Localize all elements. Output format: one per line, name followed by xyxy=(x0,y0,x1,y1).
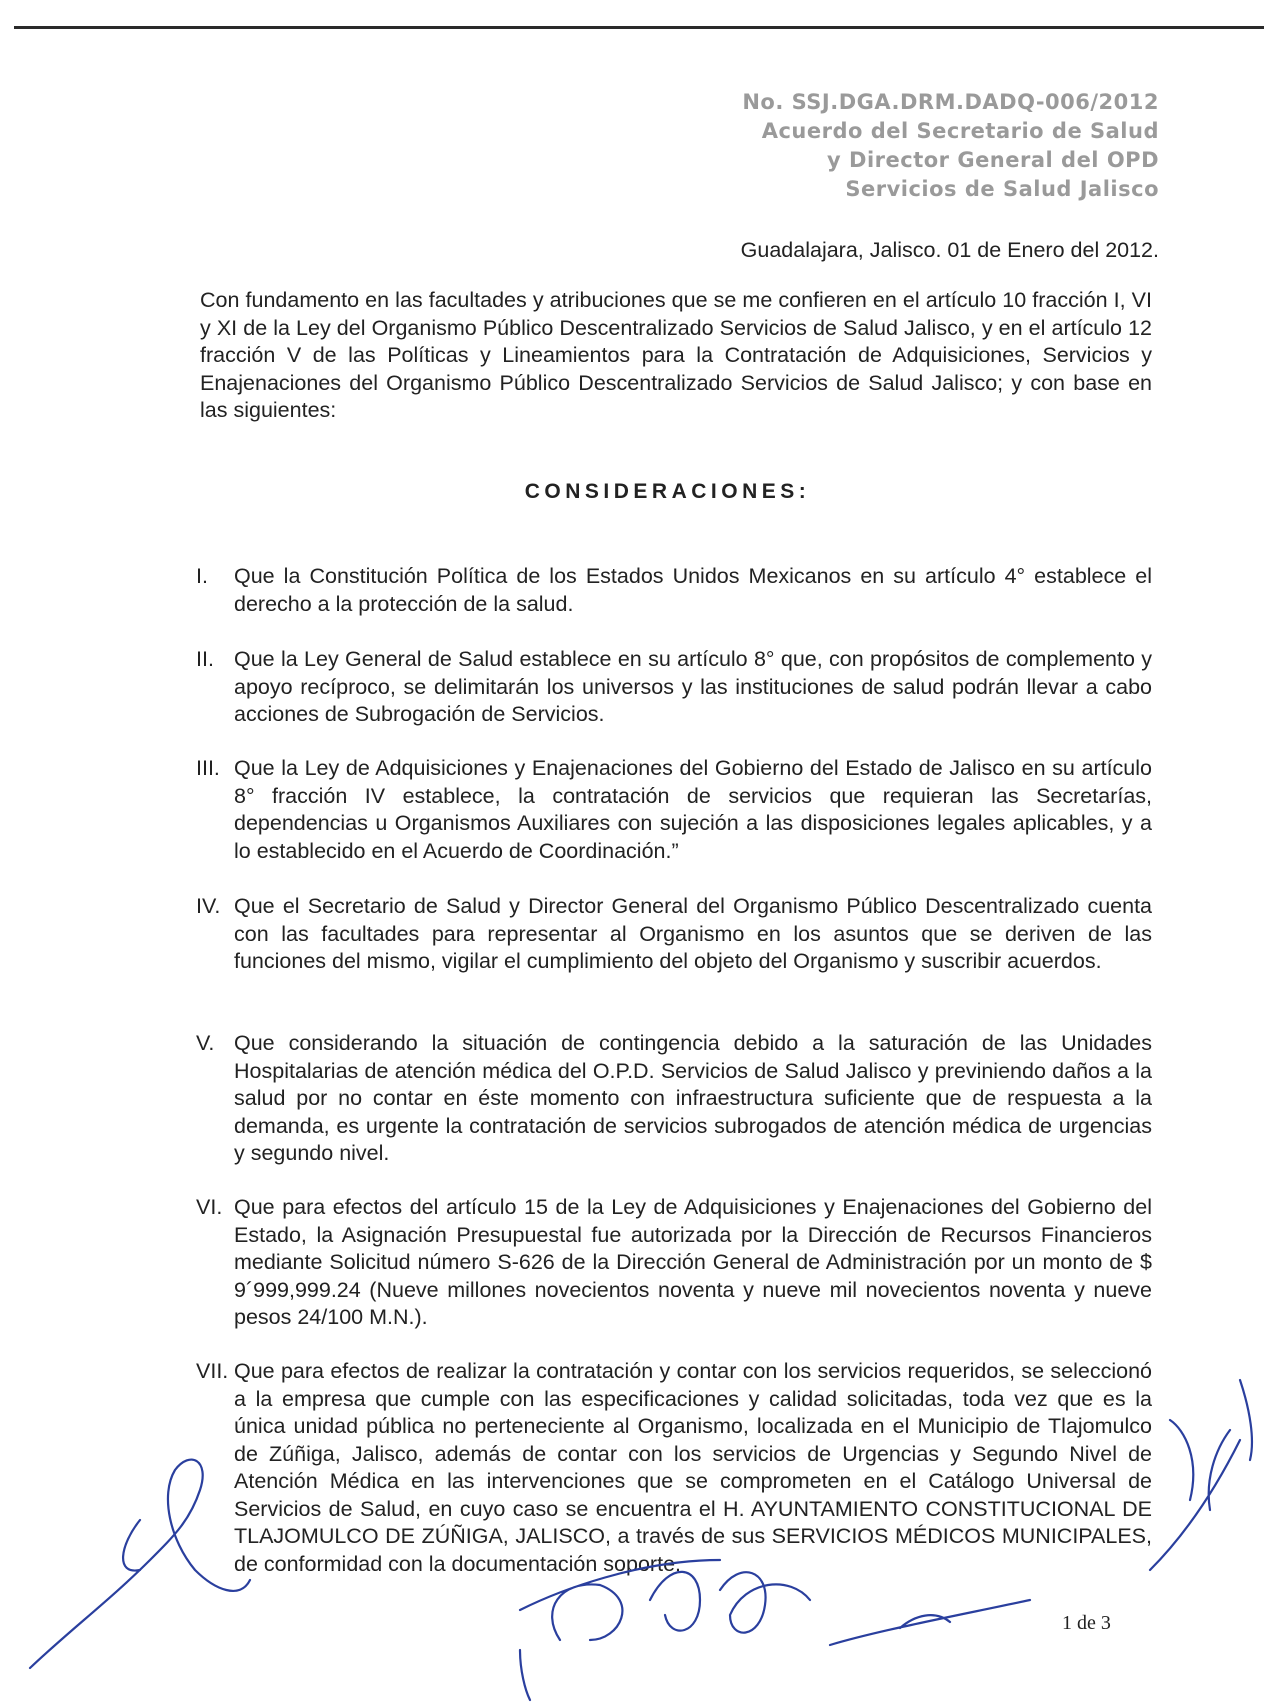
signature-right xyxy=(830,1380,1252,1645)
considerations-heading: CONSIDERACIONES: xyxy=(524,480,811,503)
signature-center xyxy=(520,1560,810,1700)
item-text: Que para efectos del artículo 15 de la Ley de Adquisiciones y Enajenaciones del Gobierno del Estado, la Asignación Presupuestal fue autorizada por la Dirección de Recursos Financieros mediante Solicitud número S-626 de la Dirección General de Administración por un monto de $ 9´999,999.24 (Nueve millones novecientos noventa y nueve mil novecientos noventa y nueve pesos 24/100 M.N.). xyxy=(234,1195,1152,1329)
item-text: Que la Ley General de Salud establece en su artículo 8° que, con propósitos de complemento y apoyo recíproco, se delimitarán los universos y las instituciones de salud podrán llevar a cabo acciones de Subrogación de Servicios. xyxy=(234,647,1152,726)
header-line-4: Servicios de Salud Jalisco xyxy=(845,177,1159,201)
document-date: Guadalajara, Jalisco. 01 de Enero del 2012. xyxy=(740,238,1159,262)
item-text: Que el Secretario de Salud y Director General del Organismo Público Descentralizado cuenta con las facultades para representar al Organismo en los asuntos que se deriven de las funciones del mismo, vigilar el cumplimiento del objeto del Organismo y suscribir acuerdos. xyxy=(234,894,1152,973)
page-indicator: 1 de 3 xyxy=(1062,1612,1111,1634)
item-number: VI. xyxy=(196,1195,223,1219)
item-text: Que para efectos de realizar la contratación y contar con los servicios requeridos, se seleccionó a la empresa que cumple con las especificaciones y calidad solicitadas, toda vez que es la única unidad pública no perteneciente al Organismo, localizada en el Municipio de Tlajomulco de Zúñiga, Jalisco, además de contar con los servicios de Urgencias y Segundo Nivel de Atención Médica en las intervenciones que se comprometen en el Catálogo Universal de Servicios de Salud, en cuyo caso se encuentra el H. AYUNTAMIENTO CONSTITUCIONAL DE TLAJOMULCO DE ZÚÑIGA, JALISCO, a través de sus SERVICIOS MÉDICOS MUNICIPALES, de conformidad con la documentación soporte. xyxy=(234,1359,1152,1576)
header-line-2: Acuerdo del Secretario de Salud xyxy=(761,119,1159,143)
item-number: IV. xyxy=(196,894,221,918)
document-number: No. SSJ.DGA.DRM.DADQ-006/2012 xyxy=(742,90,1159,114)
item-number: III. xyxy=(196,756,220,780)
header-line-3: y Director General del OPD xyxy=(827,148,1159,172)
item-text: Que considerando la situación de contingencia debido a la saturación de las Unidades Hospitalarias de atención médica del O.P.D. Servicios de Salud Jalisco y previniendo daños a la salud por no contar en éste momento con infraestructura suficiente que de respuesta a la demanda, es urgente la contratación de servicios subrogados de atención médica de urgencias y segundo nivel. xyxy=(234,1031,1152,1165)
item-number: V. xyxy=(196,1031,215,1055)
item-number: I. xyxy=(196,564,208,588)
item-number: II. xyxy=(196,647,214,671)
item-text: Que la Constitución Política de los Estados Unidos Mexicanos en su artículo 4° establece el derecho a la protección de la salud. xyxy=(234,564,1152,616)
item-number: VII. xyxy=(196,1359,229,1383)
signature-left xyxy=(30,1460,250,1668)
intro-paragraph: Con fundamento en las facultades y atribuciones que se me confieren en el artículo 10 fracción I, VI y XI de la Ley del Organismo Público Descentralizado Servicios de Salud Jalisco, y en el artículo 12 fracción V de las Políticas y Lineamientos para la Contratación de Adquisiciones, Servicios y Enajenaciones del Organismo Público Descentralizado Servicios de Salud Jalisco; y con base en las siguientes: xyxy=(200,288,1152,422)
item-text: Que la Ley de Adquisiciones y Enajenaciones del Gobierno del Estado de Jalisco en su artículo 8° fracción IV establece, la contratación de servicios que requieran las Secretarías, dependencias u Organismos Auxiliares con sujeción a las disposiciones legales aplicables, y a lo establecido en el Acuerdo de Coordinación.” xyxy=(234,756,1152,863)
